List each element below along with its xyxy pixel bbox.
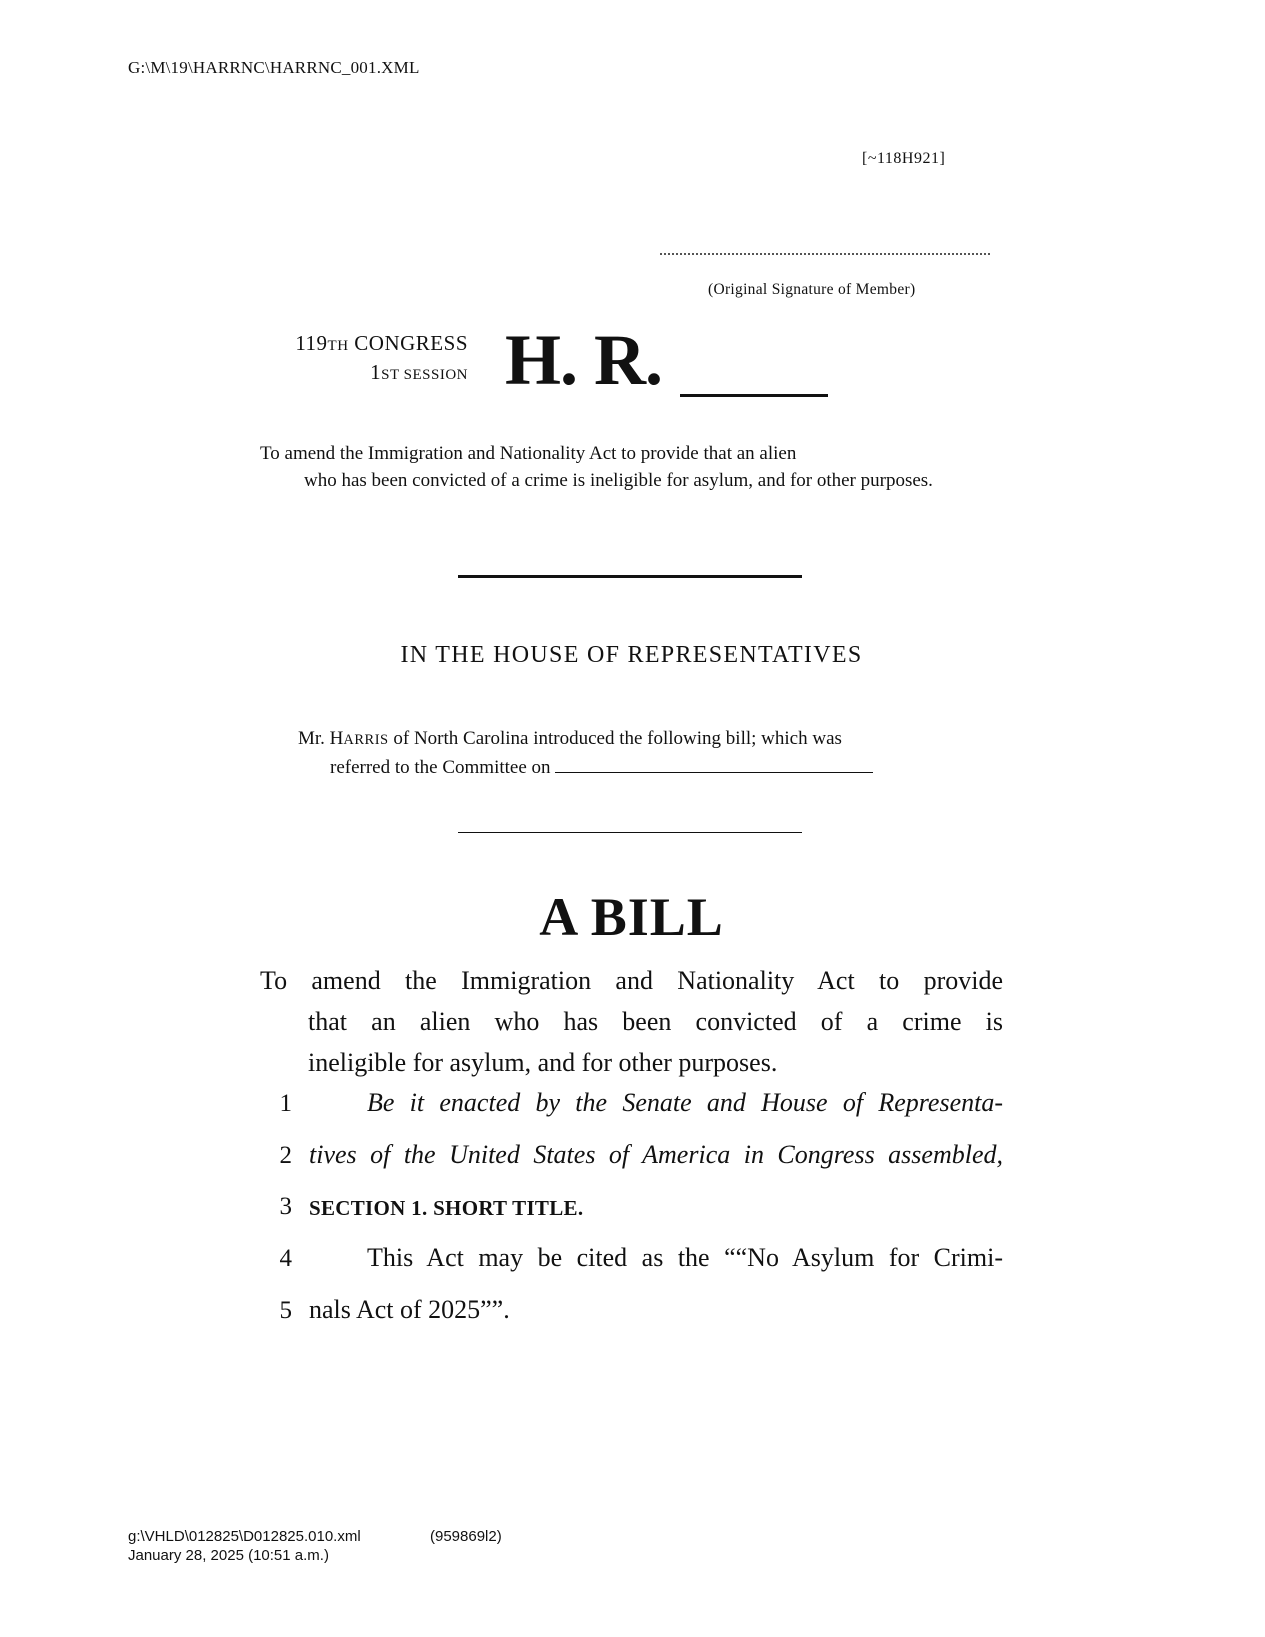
introduction-statement xyxy=(298,725,965,781)
long-title-rest: who has been convicted of a crime is ineligible for asylum, and for other purposes. xyxy=(304,470,933,491)
divider-rule-bottom xyxy=(458,832,802,833)
a-bill-heading: A BILL xyxy=(539,887,724,947)
enacting-clause-line-1: Be it enacted by the Senate and House of Representa- xyxy=(367,1088,1003,1117)
introduction-line-1 xyxy=(298,728,842,749)
session-line xyxy=(248,359,468,388)
bill-title-line-2: that an alien who has been convicted of a crime is xyxy=(308,1007,1003,1036)
signature-caption: (Original Signature of Member) xyxy=(708,281,916,298)
divider-rule-top xyxy=(458,575,802,578)
chamber-heading: IN THE HOUSE OF REPRESENTATIVES xyxy=(400,642,863,668)
line-number: 4 xyxy=(279,1245,292,1272)
footer-file-path: g:\VHLD\012825\D012825.010.xml xyxy=(128,1528,361,1545)
congress-line xyxy=(248,330,468,359)
enacting-clause-line-2: tives of the United States of America in Congress assembled, xyxy=(309,1140,1003,1169)
session-number: 1 xyxy=(370,360,382,384)
section-heading: SECTION 1. SHORT TITLE. xyxy=(309,1196,584,1220)
committee-referral-text: referred to the Committee on xyxy=(330,757,556,778)
line-number: 1 xyxy=(279,1090,292,1117)
draft-id: [~118H921] xyxy=(862,150,946,167)
long-title xyxy=(260,440,1003,494)
line-number: 3 xyxy=(279,1193,292,1220)
bill-title-continuation xyxy=(260,1001,1003,1083)
congress-label: CONGRESS xyxy=(348,331,468,355)
bill-number-blank xyxy=(680,394,828,397)
sponsor-name: ARRIS xyxy=(343,732,389,748)
footer-doc-number: (959869l2) xyxy=(430,1528,502,1545)
congress-number: 119 xyxy=(295,331,328,355)
bill-heading: H. R. xyxy=(505,320,662,400)
bill-title-line-1: To amend the Immigration and Nationality Act to provide xyxy=(260,966,1003,995)
line-number: 5 xyxy=(279,1297,292,1324)
line-number: 2 xyxy=(279,1142,292,1169)
congress-session-block xyxy=(248,330,468,388)
sponsor-prefix: Mr. H xyxy=(298,728,344,749)
file-path-header: G:\M\19\HARRNC\HARRNC_001.XML xyxy=(128,58,420,77)
long-title-first-line: To amend the Immigration and Nationality Act to provide that an alien xyxy=(260,443,797,464)
introduction-line-1-text: of North Carolina introduced the following bill; which was xyxy=(388,728,842,749)
congress-suffix: TH xyxy=(327,338,349,354)
session-label: SESSION xyxy=(399,367,468,383)
short-title-line-1: This Act may be cited as the ““No Asylum for Crimi- xyxy=(367,1243,1003,1272)
introduction-line-2 xyxy=(298,754,965,781)
footer-timestamp: January 28, 2025 (10:51 a.m.) xyxy=(128,1547,329,1564)
bill-title xyxy=(260,960,1003,1083)
signature-line xyxy=(660,243,990,255)
committee-blank xyxy=(555,771,873,773)
session-suffix: ST xyxy=(381,367,400,383)
bill-title-line-3: ineligible for asylum, and for other purposes. xyxy=(308,1048,778,1077)
short-title-line-2: nals Act of 2025””. xyxy=(309,1295,510,1324)
